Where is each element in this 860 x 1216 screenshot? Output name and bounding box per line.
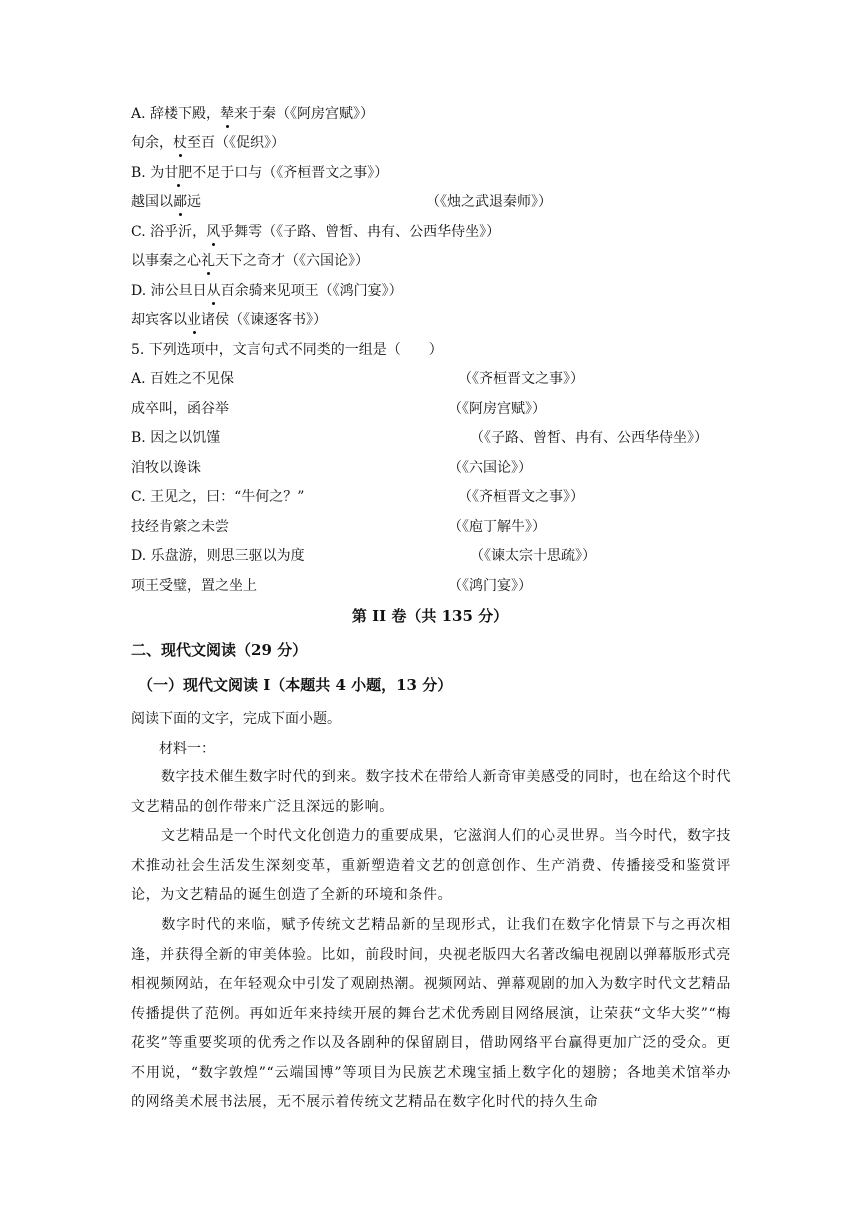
- q5-option-source: （《齐桓晋文之事》）: [458, 371, 584, 387]
- q4-option-a-line2: 旬余，杖至百（《促织》）: [131, 135, 285, 151]
- q5-stem: 5. 下列选项中，文言句式不同类的一组是（ ）: [131, 342, 443, 358]
- reading-instruction: 阅读下面的文字，完成下面小题。: [131, 711, 341, 727]
- q5-option-source: （《齐桓晋文之事》）: [458, 489, 584, 505]
- q4-option-d-line2: 却宾客以业诸侯（《谏逐客书》）: [131, 312, 327, 328]
- emphasis-char: 辇: [220, 106, 235, 122]
- emphasis-char: 鄙: [173, 194, 187, 210]
- q5-option-source: （《子路、曾皙、冉有、公西华侍坐》）: [470, 430, 708, 446]
- q5-option-text: B. 因之以饥馑: [131, 430, 221, 446]
- q5-option-text: C. 王见之，曰：“牛何之？”: [131, 489, 305, 505]
- emphasis-char: 业: [187, 312, 201, 328]
- q5-option-source: （《阿房宫赋》）: [448, 401, 546, 417]
- q5-option-text: 项王受璧，置之坐上: [131, 578, 257, 594]
- q5-option-text: 洎牧以谗诛: [131, 460, 201, 476]
- part2-title: 第 II 卷（共 135 分）: [351, 607, 509, 625]
- q4-option-b-line2-source: （《烛之武退秦师》）: [426, 194, 552, 210]
- q5-option-source: （《庖丁解牛》）: [448, 519, 546, 535]
- q4-option-b-line2: 越国以鄙远: [131, 194, 201, 210]
- passage-paragraph: 文艺精品是一个时代文化创造力的重要成果，它滋润人们的心灵世界。当今时代，数字技术推动社会生活发生深刻变革，重新塑造着文艺的创意创作、生产消费、传播接受和鉴赏评论，为文艺精品的诞生创造了全新的环境和条件。: [131, 828, 731, 903]
- q5-option-text: D. 乐盘游，则思三驱以为度: [131, 548, 305, 564]
- q5-option-text: 成卒叫，函谷举: [131, 401, 229, 417]
- q4-option-c-line2: 以事秦之心礼天下之奇才（《六国论》）: [131, 253, 369, 269]
- emphasis-char: 风: [206, 224, 221, 240]
- q4-option-b-line1: B. 为甘肥不足于口与（《齐桓晋文之事》）: [131, 165, 389, 181]
- q4-option-a-line1: A. 辞楼下殿，辇来于秦（《阿房宫赋》）: [131, 106, 375, 122]
- passage-paragraph: 数字时代的来临，赋予传统文艺精品新的呈现形式，让我们在数字化情景下与之再次相逢，并获得全新的审美体验。比如，前段时间，央视老版四大名著改编电视剧以弹幕版形式亮相视频网站，在年轻观众中引发了观剧热潮。视频网站、弹幕观剧的加入为数字时代文艺精品传播提供了范例。再如近年来持续开展的舞台艺术优秀剧目网络展演，让荣获“文华大奖”“梅花奖”等重要奖项的优秀之作以及各剧种的保留剧目，借助网络平台赢得更加广泛的受众。更不用说，“数字敦煌”“云端国博”等项目为民族艺术瑰宝插上数字化的翅膀；各地美术馆举办的网络美术展书法展，无不展示着传统文艺精品在数字化时代的持久生命: [131, 917, 731, 1110]
- q5-option-source: （《六国论》）: [448, 460, 532, 476]
- passage-paragraph: 数字技术催生数字时代的到来。数字技术在带给人新奇审美感受的同时，也在给这个时代文艺精品的创作带来广泛且深远的影响。: [131, 769, 731, 815]
- material-label: 材料一：: [159, 741, 215, 757]
- q5-option-source: （《谏太宗十思疏》）: [470, 548, 596, 564]
- q5-option-text: 技经肯綮之未尝: [131, 519, 229, 535]
- emphasis-char: 甘肥: [164, 165, 193, 181]
- subsection1-heading: （一）现代文阅读 I（本题共 4 小题，13 分）: [138, 676, 453, 694]
- q5-option-source: （《鸿门宴》）: [448, 578, 532, 594]
- q4-option-d-line1: D. 沛公旦日从百余骑来见项王（《鸿门宴》）: [131, 283, 403, 299]
- q5-option-text: A. 百姓之不见保: [131, 371, 235, 387]
- q4-option-c-line1: C. 浴乎沂，风乎舞雩（《子路、曾皙、冉有、公西华侍坐》）: [131, 224, 501, 240]
- section2-heading: 二、现代文阅读（29 分）: [131, 641, 308, 659]
- emphasis-char: 从: [206, 283, 221, 299]
- emphasis-char: 杖: [173, 135, 187, 151]
- emphasis-char: 礼: [201, 253, 215, 269]
